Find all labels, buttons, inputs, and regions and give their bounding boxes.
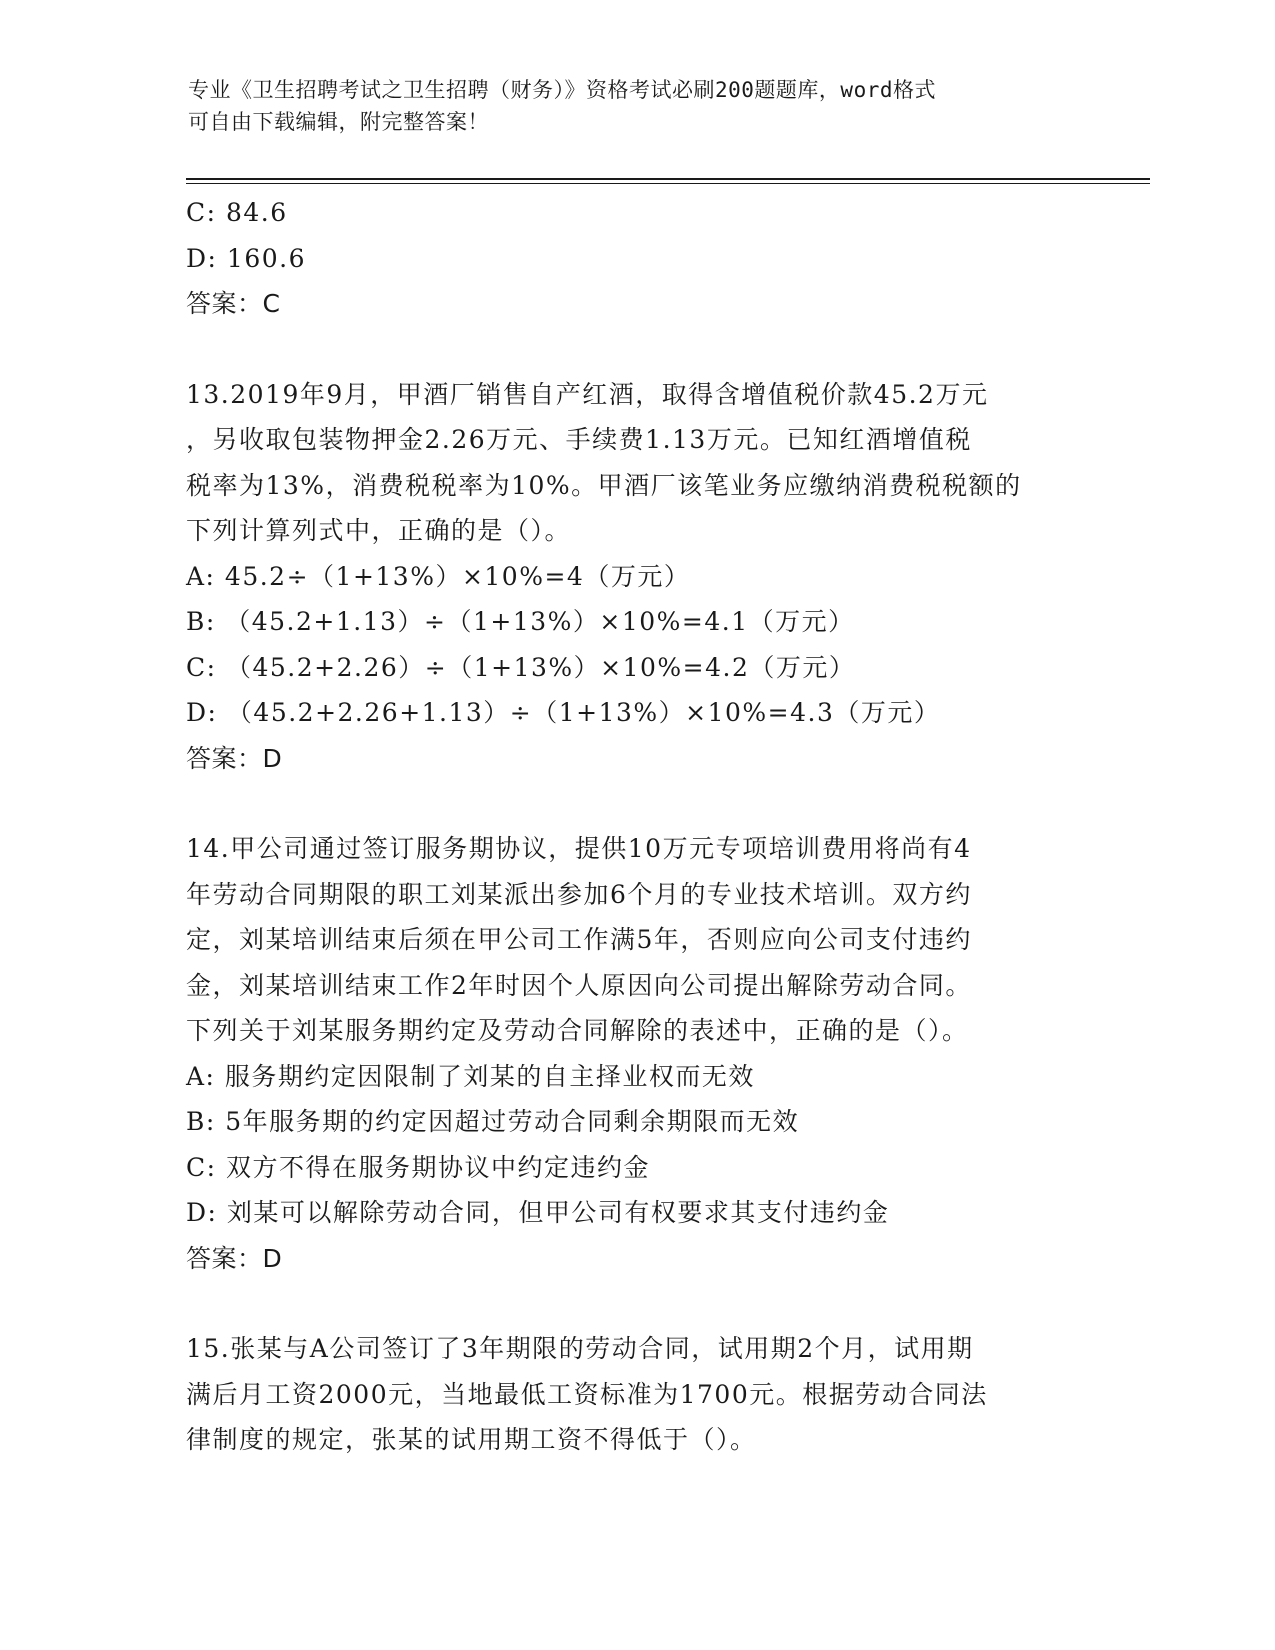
spacer [186,327,1086,372]
option-d: D: 160.6 [186,243,306,273]
question-13-block [186,372,1086,782]
question-stem-line: ，另收取包装物押金2.26万元、手续费1.13万元。已知红酒增值税 [186,425,972,454]
option-c: C: 84.6 [186,198,288,227]
option-a: A: 45.2÷（1+13%）×10%=4（万元） [186,561,691,591]
question-stem-line: 金，刘某培训结束工作2年时因个人原因向公司提出解除劳动合同。 [186,970,972,1000]
answer-line: 答案：D [186,743,283,773]
question-stem-line: 税率为13%，消费税税率为10%。甲酒厂该笔业务应缴纳消费税税额的 [186,470,1022,500]
option-d: D: 刘某可以解除劳动合同，但甲公司有权要求其支付违约金 [186,1198,890,1227]
question-stem-line: 下列关于刘某服务期约定及劳动合同解除的表述中，正确的是（）。 [186,1016,969,1045]
option-b: B: 5年服务期的约定因超过劳动合同剩余期限而无效 [186,1107,800,1136]
spacer [186,1281,1086,1326]
answer-line: 答案：C [186,289,281,318]
question-stem-line: 定，刘某培训结束后须在甲公司工作满5年，否则应向公司支付违约 [186,925,972,954]
option-b: B: （45.2+1.13）÷（1+13%）×10%=4.1（万元） [186,607,855,636]
question-stem-line: 律制度的规定，张某的试用期工资不得低于（）。 [186,1425,757,1454]
header-title-line-2: 可自由下载编辑，附完整答案！ [188,110,489,134]
spacer [186,781,1086,826]
option-c: C: （45.2+2.26）÷（1+13%）×10%=4.2（万元） [186,652,856,682]
question-stem-line: 14.甲公司通过签订服务期协议，提供10万元专项培训费用将尚有4 [186,834,972,863]
question-stem-line: 年劳动合同期限的职工刘某派出参加6个月的专业技术培训。双方约 [186,879,972,909]
option-d: D: （45.2+2.26+1.13）÷（1+13%）×10%=4.3（万元） [186,698,941,727]
answer-line: 答案：D [186,1243,283,1273]
header-divider-thick [186,178,1150,180]
option-a: A: 服务期约定因限制了刘某的自主择业权而无效 [186,1061,755,1091]
question-15-block [186,1326,1086,1463]
question-14-block [186,826,1086,1281]
question-12-block [186,190,1086,327]
option-c: C: 双方不得在服务期协议中约定违约金 [186,1152,650,1182]
document-body [186,190,1086,1463]
question-stem-line: 13.2019年9月，甲酒厂销售自产红酒，取得含增值税价款45.2万元 [186,379,989,409]
header-divider-thin [186,183,1150,184]
question-stem-line: 下列计算列式中，正确的是（）。 [186,516,572,545]
header-title-line-1: 专业《卫生招聘考试之卫生招聘（财务）》资格考试必刷200题题库，word格式 [188,78,936,102]
question-stem-line: 满后月工资2000元，当地最低工资标准为1700元。根据劳动合同法 [186,1379,988,1409]
page-header [188,74,1068,138]
question-stem-line: 15.张某与A公司签订了3年期限的劳动合同，试用期2个月，试用期 [186,1334,974,1363]
